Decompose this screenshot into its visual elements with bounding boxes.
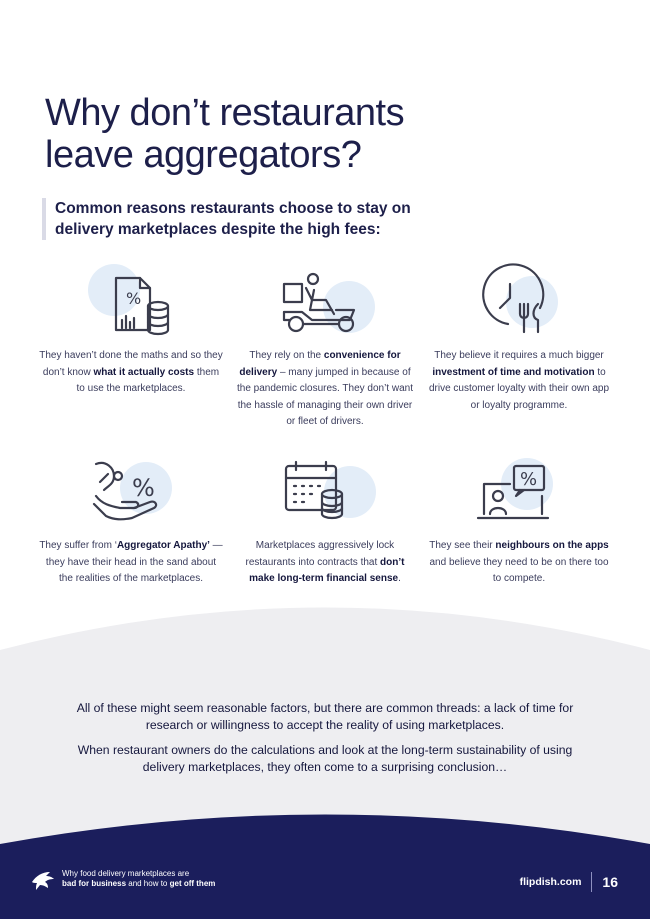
reason-card	[34, 452, 228, 588]
page-number: 16	[602, 874, 618, 890]
page-title	[45, 92, 605, 176]
flipdish-logo-icon	[30, 868, 56, 890]
calendar-coins-icon	[228, 452, 422, 538]
intro-line-1: Common reasons restaurants choose to stay on	[55, 200, 411, 217]
site-link[interactable]: flipdish.com	[519, 876, 582, 888]
reason-card	[34, 262, 228, 398]
reason-text: They suffer from ‘Aggregator Apathy’ — they have their head in the sand about the realities of the marketplaces.	[39, 540, 223, 584]
reason-text: They believe it requires a much bigger investment of time and motivation to drive customer loyalty with their own app or loyalty programme.	[428, 350, 610, 411]
title-line-2: leave aggregators?	[45, 134, 362, 176]
reason-text: They haven’t done the maths and so they don’t know what it actually costs them to use the marketplaces.	[39, 350, 223, 394]
reason-text: They see their neighbours on the apps and believe they need to be on there too to compete.	[429, 540, 609, 584]
conclusion-paragraph-2: When restaurant owners do the calculations and look at the long-term sustainability of using delivery marketplaces, they often come to a surprising conclusion…	[77, 743, 573, 774]
reason-card	[422, 262, 616, 414]
reason-card	[422, 452, 616, 588]
svg-text:%: %	[132, 474, 155, 502]
delivery-scooter-icon	[228, 262, 422, 348]
percent-document-coins-icon	[34, 262, 228, 348]
reason-card	[228, 452, 422, 588]
title-line-1: Why don’t restaurants	[45, 92, 405, 134]
footer-guide-title: Why food delivery marketplaces are bad for business and how to get off them	[30, 866, 215, 892]
clock-fork-knife-icon	[422, 262, 616, 348]
conclusion-paragraph-1: All of these might seem reasonable factors, but there are common threads: a lack of time for research or willingness to accept the reality of using marketplaces.	[76, 701, 574, 732]
conclusion-section	[65, 700, 585, 784]
footer-page-info	[520, 872, 618, 892]
intro-line-2: delivery marketplaces despite the high fees:	[55, 221, 381, 238]
footer-divider	[591, 872, 592, 892]
svg-text:%: %	[520, 469, 538, 490]
intro-callout	[42, 198, 615, 240]
reason-text: They rely on the convenience for delivery – many jumped in because of the pandemic closures. They don’t want the hassle of managing their own driver or fleet of drivers.	[236, 350, 414, 427]
reason-text: Marketplaces aggressively lock restaurants into contracts that don’t make long-term financial sense.	[245, 540, 405, 584]
footer-line-1: Why food delivery marketplaces are	[62, 869, 190, 878]
reason-card	[228, 262, 422, 431]
hand-percent-icon	[34, 452, 228, 538]
svg-text:%: %	[126, 289, 142, 308]
laptop-user-percent-icon	[422, 452, 616, 538]
